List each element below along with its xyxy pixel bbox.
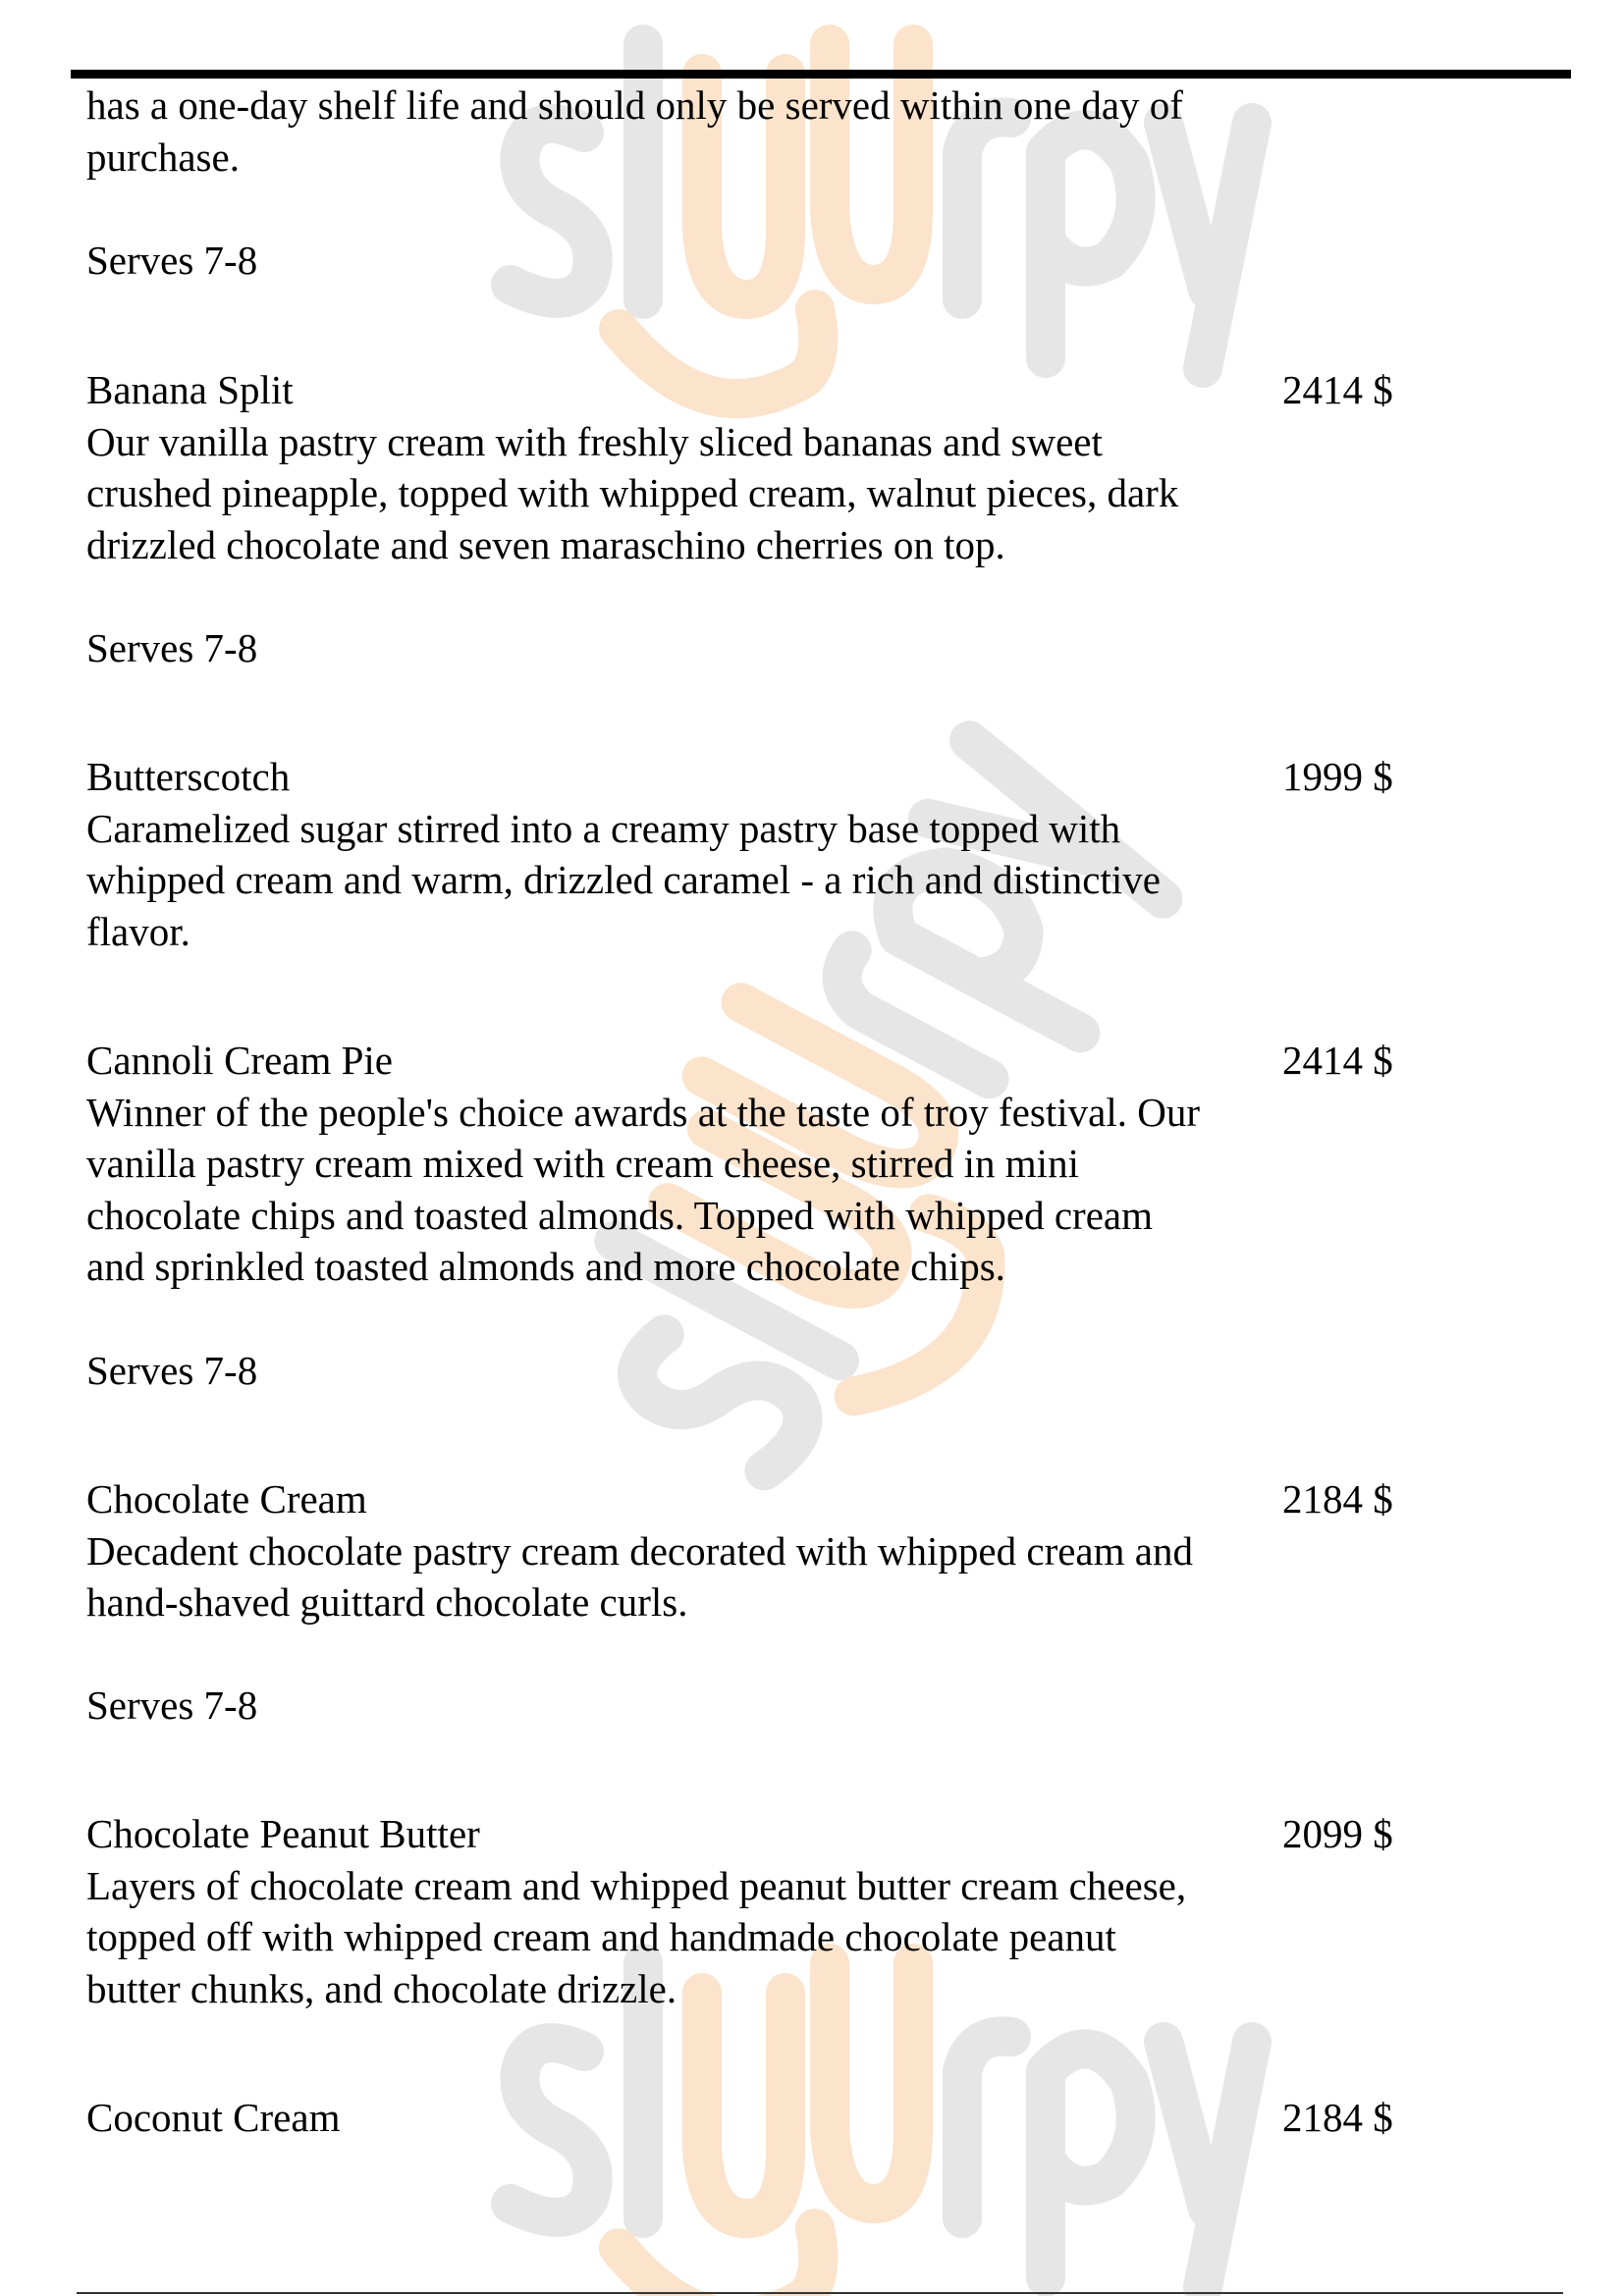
item-price: 2414 $ bbox=[1282, 1038, 1393, 1083]
item-description-line: and sprinkled toasted almonds and more chocolate chips. bbox=[86, 1244, 1005, 1290]
item-price: 2414 $ bbox=[1282, 367, 1393, 412]
item-description-line: flavor. bbox=[86, 908, 190, 954]
item-description-line: whipped cream and warm, drizzled caramel - a rich and distinctive bbox=[86, 857, 1161, 903]
item-description-line: drizzled chocolate and seven maraschino cherries on top. bbox=[86, 521, 1005, 567]
item-price: 1999 $ bbox=[1282, 754, 1393, 799]
menu-item bbox=[86, 751, 1161, 957]
item-description-line: Layers of chocolate cream and whipped peanut butter cream cheese, bbox=[86, 1862, 1187, 1908]
item-name: Chocolate Peanut Butter bbox=[86, 1811, 480, 1856]
logo-stroke bbox=[511, 2043, 593, 2217]
item-name: Cannoli Cream Pie bbox=[86, 1038, 394, 1083]
item-name: Butterscotch bbox=[86, 754, 291, 799]
menu-item bbox=[86, 364, 1178, 674]
logo-stroke bbox=[962, 2036, 1011, 2218]
logo-stroke bbox=[702, 1993, 785, 2218]
item-name: Banana Split bbox=[86, 367, 294, 412]
item-description-line: Decadent chocolate pastry cream decorated with whipped cream and bbox=[86, 1527, 1193, 1574]
serves-label: Serves 7-8 bbox=[86, 624, 258, 670]
item-name: Chocolate Cream bbox=[86, 1476, 367, 1522]
item-description-line: Our vanilla pastry cream with freshly sliced bananas and sweet bbox=[86, 418, 1103, 464]
menu-item bbox=[86, 1808, 1186, 2014]
item-price: 2184 $ bbox=[1282, 1476, 1393, 1522]
item-price: 2099 $ bbox=[1282, 1811, 1393, 1856]
serves-label: Serves 7-8 bbox=[86, 1682, 258, 1729]
item-description-line: chocolate chips and toasted almonds. Topped with whipped cream bbox=[86, 1192, 1153, 1238]
top-rule bbox=[71, 70, 1571, 79]
bottom-rule bbox=[77, 2292, 1563, 2294]
item-description-line: hand-shaved guittard chocolate curls. bbox=[86, 1579, 688, 1626]
serves-label: Serves 7-8 bbox=[86, 237, 258, 283]
item-price: 2184 $ bbox=[1282, 2095, 1393, 2140]
item-description-line: Caramelized sugar stirred into a creamy pastry base topped with bbox=[86, 805, 1121, 851]
logo-stroke bbox=[619, 2228, 818, 2296]
item-name: Coconut Cream bbox=[86, 2095, 341, 2140]
item-description-line: vanilla pastry cream mixed with cream cheese, stirred in mini bbox=[86, 1141, 1079, 1187]
description-line: has a one-day shelf life and should only be served within one day of bbox=[86, 82, 1183, 128]
intro-continuation bbox=[86, 80, 1183, 286]
item-description-line: butter chunks, and chocolate drizzle. bbox=[86, 1965, 677, 2011]
item-description-line: crushed pineapple, topped with whipped cream, walnut pieces, dark bbox=[86, 470, 1179, 516]
menu-item bbox=[86, 2092, 340, 2144]
logo-stroke bbox=[1164, 2042, 1252, 2287]
serves-label: Serves 7-8 bbox=[86, 1347, 258, 1393]
item-description-line: Winner of the people's choice awards at the taste of troy festival. Our bbox=[86, 1089, 1200, 1135]
menu-item bbox=[86, 1473, 1193, 1732]
item-description-line: topped off with whipped cream and handmade chocolate peanut bbox=[86, 1914, 1116, 1960]
menu-item bbox=[86, 1035, 1200, 1396]
logo-stroke bbox=[1046, 2049, 1136, 2277]
description-line: purchase. bbox=[86, 133, 240, 180]
